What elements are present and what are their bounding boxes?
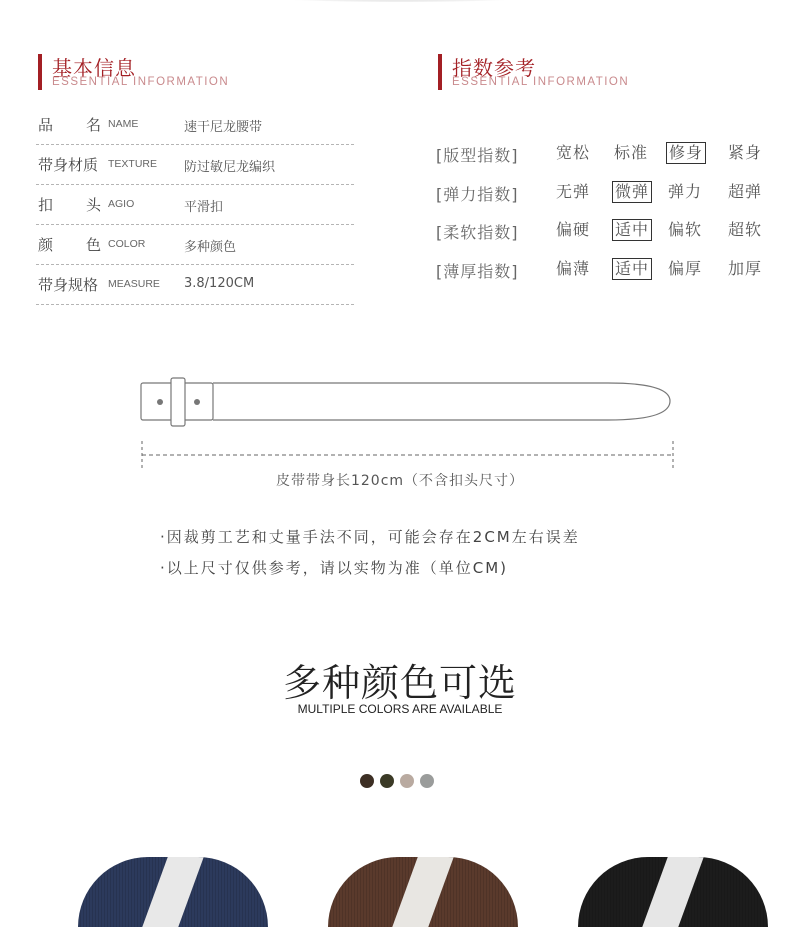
index-ref-table: [436, 140, 776, 294]
color-swatches: [360, 774, 434, 788]
index-option: 宽松: [556, 143, 591, 162]
belt-stripe: [392, 857, 453, 927]
index-label: [薄厚指数]: [436, 261, 519, 281]
index-ref-subtitle: ESSENTIAL INFORMATION: [452, 76, 630, 88]
info-row: [36, 225, 354, 265]
belt-stripe: [142, 857, 203, 927]
measurement-note: ·以上尺寸仅供参考，请以实物为准（单位CM): [160, 559, 509, 577]
index-option: 加厚: [728, 258, 763, 278]
index-row: [436, 256, 776, 295]
index-option: 超弹: [728, 181, 763, 201]
index-option: 紧身: [728, 143, 763, 162]
index-option: 无弹: [556, 181, 591, 201]
color-swatch-dot[interactable]: [360, 774, 374, 788]
belt-preview-navy-white: [78, 857, 268, 927]
basic-info-table: [36, 105, 354, 305]
index-option-selected: 适中: [612, 258, 652, 280]
index-row: [436, 140, 776, 179]
info-label-en: TEXTURE: [108, 158, 158, 170]
belt-length-caption: 皮带带身长120cm（不含扣头尺寸）: [275, 473, 525, 489]
index-option-selected: 适中: [612, 219, 652, 241]
belt-stripe: [642, 857, 703, 927]
length-dimension-line: [142, 441, 673, 469]
header-accent-bar: [38, 54, 42, 90]
basic-info-title: 基本信息: [52, 56, 136, 80]
info-value: 3.8/120CM: [184, 276, 255, 291]
color-swatch-dot[interactable]: [380, 774, 394, 788]
info-row: [36, 145, 354, 185]
belt-outline: [141, 378, 670, 426]
info-value: 防过敏尼龙编织: [184, 160, 276, 175]
info-row: [36, 105, 354, 145]
belt-preview-brown-white: [328, 857, 518, 927]
buckle-rivet: [157, 399, 163, 405]
info-label-en: COLOR: [108, 238, 146, 250]
info-label-en: AGIO: [108, 198, 135, 210]
info-label-en: NAME: [108, 118, 139, 130]
info-row: [36, 265, 354, 305]
basic-info-subtitle: ESSENTIAL INFORMATION: [52, 76, 230, 88]
index-option-selected: 微弹: [612, 181, 652, 203]
index-row: [436, 217, 776, 256]
belt-preview-black-white: [578, 857, 768, 927]
index-label: [弹力指数]: [436, 184, 519, 204]
color-swatch-dot[interactable]: [400, 774, 414, 788]
index-label: [柔软指数]: [436, 223, 519, 242]
buckle-rivet: [194, 399, 200, 405]
index-option: 弹力: [668, 181, 703, 201]
measurement-note: ·因裁剪工艺和丈量手法不同，可能会存在2CM左右误差: [160, 528, 580, 546]
info-label: 品 名: [38, 116, 102, 134]
color-swatch-dot[interactable]: [420, 774, 434, 788]
info-label: 带身规格: [38, 276, 99, 294]
index-option: 标准: [614, 143, 649, 162]
info-label: 带身材质: [38, 156, 99, 174]
info-value: 多种颜色: [184, 240, 237, 255]
info-label: 扣 头: [38, 196, 102, 214]
index-option: 偏硬: [556, 220, 591, 239]
index-option: 偏厚: [668, 258, 703, 278]
info-value: 平滑扣: [184, 200, 224, 215]
index-option: 偏薄: [556, 258, 591, 278]
colors-subtitle: MULTIPLE COLORS ARE AVAILABLE: [297, 702, 503, 716]
info-label: 颜 色: [38, 236, 102, 254]
index-row: [436, 179, 776, 218]
index-option: 偏软: [668, 220, 703, 239]
info-row: [36, 185, 354, 225]
info-value: 速干尼龙腰带: [184, 120, 263, 135]
index-label: [版型指数]: [436, 146, 519, 165]
index-ref-title: 指数参考: [452, 56, 536, 80]
header-accent-bar: [438, 54, 442, 90]
colors-title: 多种颜色可选: [282, 661, 517, 705]
index-option-selected: 修身: [666, 142, 706, 164]
product-shadow: [150, 0, 650, 2]
index-option: 超软: [728, 220, 763, 239]
info-label-en: MEASURE: [108, 278, 160, 290]
